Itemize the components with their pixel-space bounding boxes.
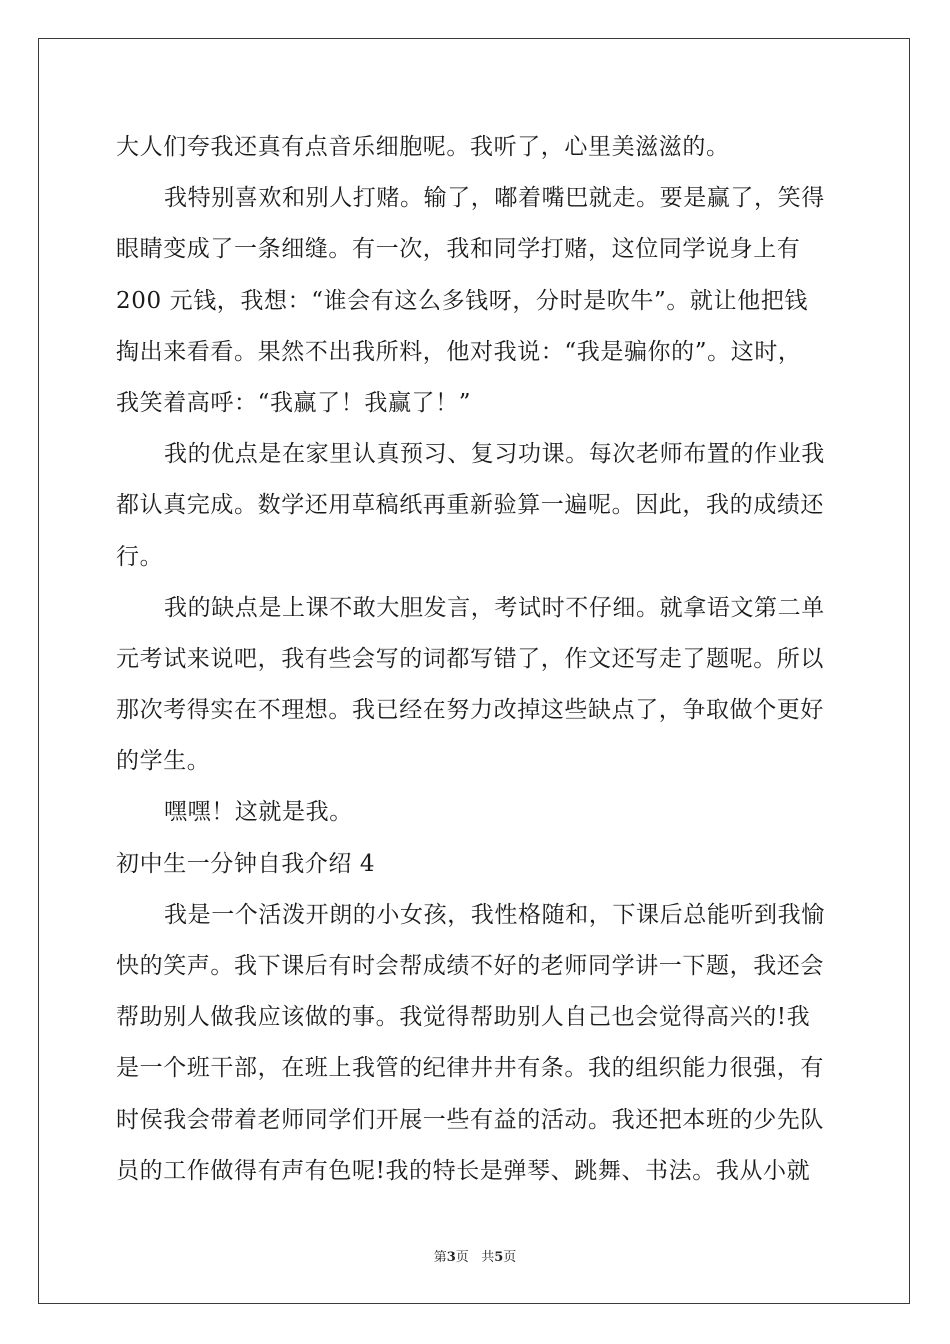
document-body [116,128,836,1203]
text-line: 员的工作做得有声有色呢!我的特长是弹琴、跳舞、书法。我从小就 [116,1157,811,1184]
total-pages: 5 [494,1250,504,1265]
paragraph-start-line: 我特别喜欢和别人打赌。输了，嘟着嘴巴就走。要是赢了，笑得 [164,185,825,212]
paragraph-start-line: 我的优点是在家里认真预习、复习功课。每次老师布置的作业我 [164,441,825,468]
text-line: 行。 [116,543,164,570]
paragraph-start-line: 我是一个活泼开朗的小女孩，我性格随和，下课后总能听到我愉 [164,901,825,928]
total-prefix: 共 [481,1250,495,1265]
text-line: 帮助别人做我应该做的事。我觉得帮助别人自己也会觉得高兴的!我 [116,1004,811,1031]
page-footer [0,1246,950,1265]
section-heading: 初中生一分钟自我介绍 4 [116,850,376,877]
page-prefix: 第 [433,1250,447,1265]
text-line: 快的笑声。我下课后有时会帮成绩不好的老师同学讲一下题，我还会 [116,953,824,979]
text-line: 的学生。 [116,748,211,775]
text-line: 是一个班干部，在班上我管的纪律井井有条。我的组织能力很强，有 [116,1055,824,1082]
text-line: 掏出来看看。果然不出我所料，他对我说：“我是骗你的”。这时， [116,338,802,365]
text-line: 眼睛变成了一条细缝。有一次，我和同学打赌，这位同学说身上有 [116,236,801,263]
paragraph-start-line: 嘿嘿！这就是我。 [164,799,353,826]
text-line: 都认真完成。数学还用草稿纸再重新验算一遍呢。因此，我的成绩还 [116,492,824,519]
text-line: 时侯我会带着老师同学们开展一些有益的活动。我还把本班的少先队 [116,1106,824,1133]
text-line: 我笑着高呼：“我赢了！我赢了！” [116,389,472,416]
total-suffix: 页 [503,1250,517,1265]
paragraph-start-line: 我的缺点是上课不敢大胆发言，考试时不仔细。就拿语文第二单 [164,594,825,621]
text-line: 那次考得实在不理想。我已经在努力改掉这些缺点了，争取做个更好 [116,697,824,724]
text-line: 大人们夸我还真有点音乐细胞呢。我听了，心里美滋滋的。 [116,134,730,160]
page-suffix: 页 [455,1250,469,1265]
text-line: 200 元钱，我想：“谁会有这么多钱呀，分时是吹牛”。就让他把钱 [116,287,808,314]
page-number: 3 [446,1250,456,1265]
text-line: 元考试来说吧，我有些会写的词都写错了，作文还写走了题呢。所以 [116,645,824,672]
